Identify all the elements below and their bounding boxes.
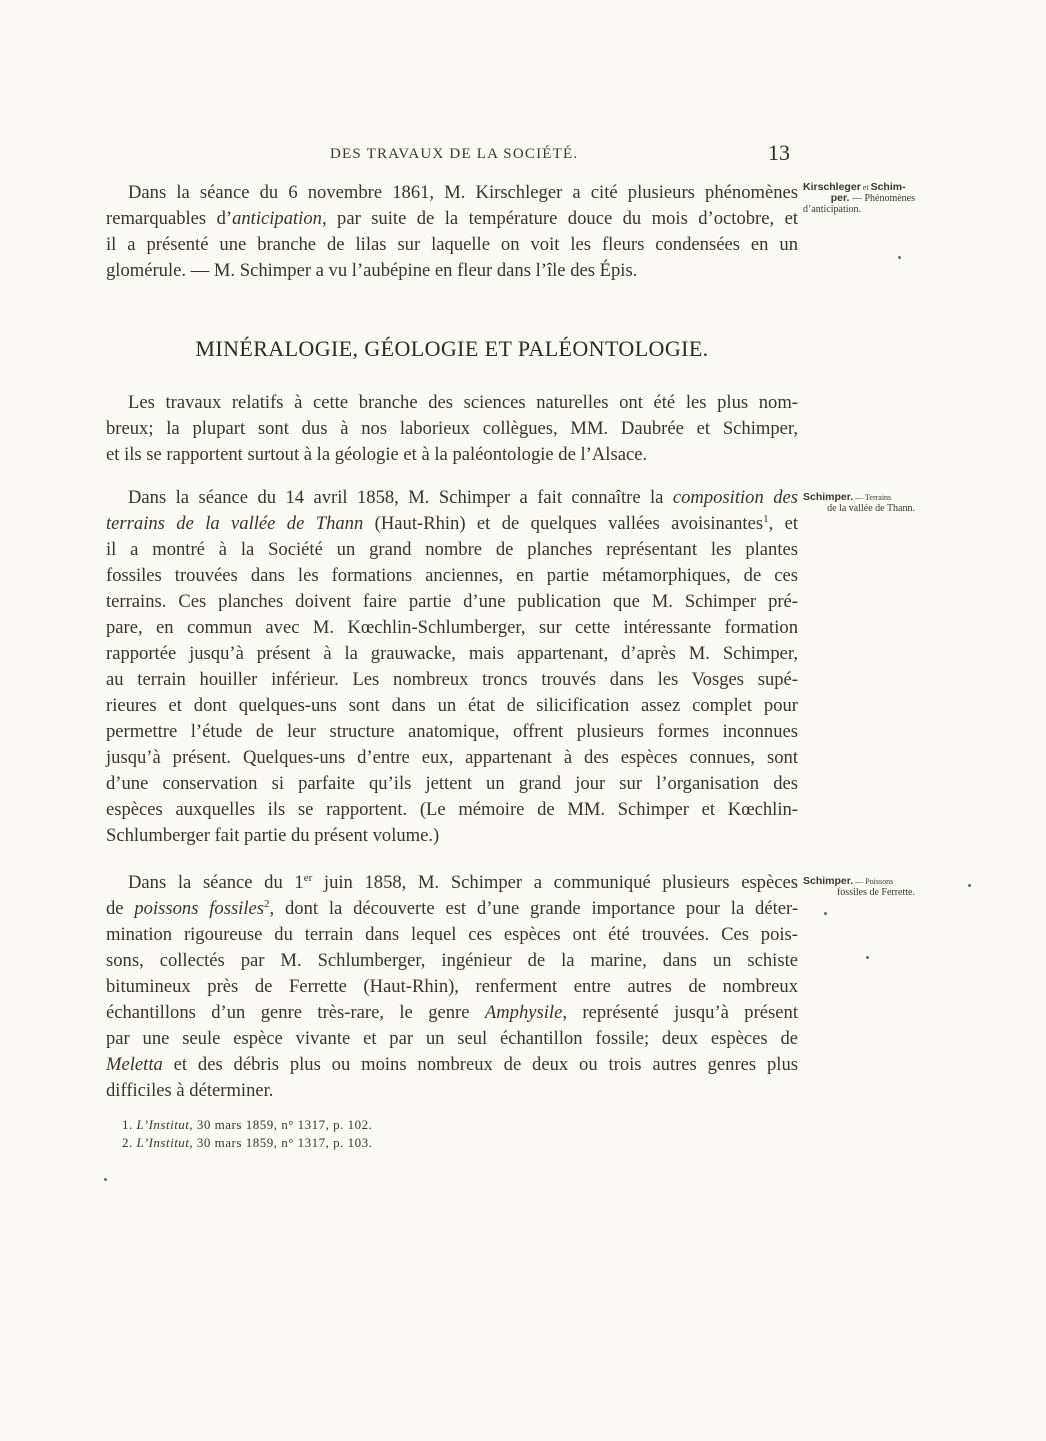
text-line: de poissons fossiles$^2$, dont la découverte est d’une grande importance pour la déter- [106,897,799,919]
print-speck [824,912,827,915]
footnote-2: 2. L’Institut, 30 mars 1859, n° 1317, p. 103. [122,1135,373,1150]
running-head: DES TRAVAUX DE LA SOCIÉTÉ. [330,146,579,162]
text-line: difficiles à déterminer. [106,1080,274,1101]
text-line: remarquables d’anticipation, par suite de la température douce du mois d’octobre, et [106,208,798,229]
text-line: mination rigoureuse du terrain dans lequel ces espèces ont été trouvées. Ces pois- [106,924,798,945]
margin-note-thann: Schimper. — Terrains de la vallée de Thann. [803,491,915,514]
print-speck [968,884,971,887]
paragraph-thann [106,485,798,849]
text-line: il a présenté une branche de lilas sur laquelle on voit les fleurs condensées en un [106,234,798,255]
text-line: il a montré à la Société un grand nombre de planches représentant les plantes [106,539,798,560]
section-heading: MINÉRALOGIE, GÉOLOGIE ET PALÉONTOLOGIE. [195,336,709,361]
text-line: Dans la séance du 14 avril 1858, M. Schimper a fait connaître la composition des [128,487,798,508]
text-line: et ils se rapportent surtout à la géologie et à la paléontologie de l’Alsace. [106,444,648,465]
text-line: échantillons d’un genre très-rare, le genre Amphysile, représenté jusqu’à présent [106,1002,798,1023]
margin-note-kirschleger: Kirschleger et Schim- per. — Phénomènes d’anticipation. [803,181,915,215]
text-line: glomérule. — M. Schimper a vu l’aubépine en fleur dans l’île des Épis. [106,260,638,281]
paragraph-anticipation [106,180,798,284]
text-line: Dans la séance du 6 novembre 1861, M. Kirschleger a cité plusieurs phénomènes [128,182,798,203]
footnotes [122,1116,372,1152]
text-line: breux; la plupart sont dus à nos laborieux collègues, MM. Daubrée et Schimper, [106,418,798,439]
text-line: Schlumberger fait partie du présent volume.) [106,825,440,846]
print-speck [898,256,901,259]
text-line: d’une conservation si parfaite qu’ils jettent un grand jour sur l’organisation des [106,773,798,794]
text-line: rieures et dont quelques-uns sont dans un état de silicification assez complet pour [106,695,798,716]
text-line: Dans la séance du 1er juin 1858, M. Schimper a communiqué plusieurs espèces [128,871,798,893]
text-line: jusqu’à présent. Quelques-uns d’entre eux, appartenant à des espèces connues, sont [106,747,798,768]
text-line: terrains. Ces planches doivent faire partie d’une publication que M. Schimper pré- [106,591,798,612]
text-line: permettre l’étude de leur structure anatomique, offrent plusieurs formes inconnues [106,721,798,742]
footnote-1: 1. L’Institut, 30 mars 1859, n° 1317, p. 102. [122,1117,373,1132]
text-line: bitumineux près de Ferrette (Haut-Rhin), renferment entre autres de nombreux [106,976,798,997]
text-line: espèces auxquelles ils se rapportent. (Le mémoire de MM. Schimper et Kœchlin- [106,799,798,820]
text-line: fossiles trouvées dans les formations anciennes, en partie métamorphiques, de ces [106,565,798,586]
text-line: au terrain houiller inférieur. Les nombreux troncs trouvés dans les Vosges supé- [106,669,798,690]
text-line: sons, collectés par M. Schlumberger, ingénieur de la marine, dans un schiste [106,950,798,971]
text-line: pare, en commun avec M. Kœchlin-Schlumberger, sur cette intéressante formation [106,617,798,638]
text-line: terrains de la vallée de Thann (Haut-Rhin) et de quelques vallées avoisinantes$^1$, et [106,512,799,534]
text-line: par une seule espèce vivante et par un seul échantillon fossile; deux espèces de [106,1028,798,1049]
text-line: Meletta et des débris plus ou moins nombreux de deux ou trois autres genres plus [106,1054,798,1075]
text-line: Les travaux relatifs à cette branche des sciences naturelles ont été les plus nom- [128,392,798,413]
margin-note-ferrette: Schimper. — Poissons fossiles de Ferrette. [803,875,915,898]
paragraph-introduction [106,390,798,468]
page-number: 13 [768,140,790,165]
print-speck [104,1178,107,1181]
paragraph-poissons [106,870,798,1104]
text-line: rapportée jusqu’à présent à la grauwacke, mais appartenant, d’après M. Schimper, [106,643,798,664]
print-speck [866,956,869,959]
